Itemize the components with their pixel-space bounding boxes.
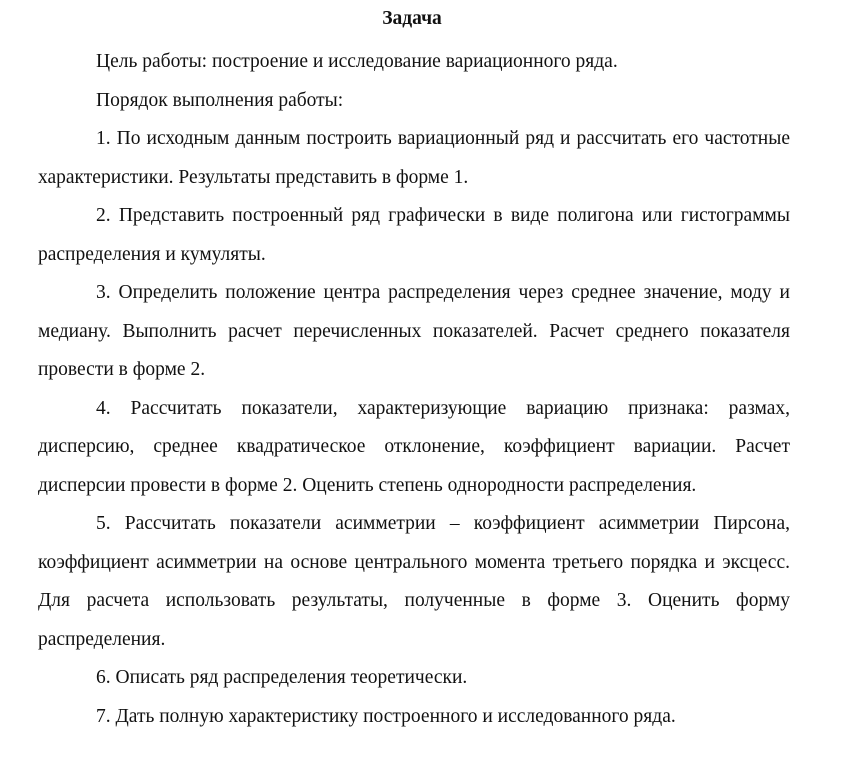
document-title: Задача [382, 8, 442, 29]
task-item-1: 1. По исходным данным построить вариационный ряд и рассчитать его частотные характеристики. Результаты представить в форме 1. [38, 128, 790, 188]
task-item-6: 6. Описать ряд распределения теоретически. [96, 667, 468, 688]
goal-paragraph: Цель работы: построение и исследование вариационного ряда. [96, 51, 618, 72]
task-item-2: 2. Представить построенный ряд графически в виде полигона или гистограммы распределения и кумуляты. [38, 205, 790, 265]
task-item-4: 4. Рассчитать показатели, характеризующие вариацию признака: размах, дисперсию, среднее квадратическое отклонение, коэффициент вариации. Расчет дисперсии провести в форме 2. Оценить степень однородности распределения. [38, 397, 790, 496]
task-item-7: 7. Дать полную характеристику построенного и исследованного ряда. [96, 705, 676, 727]
task-item-3: 3. Определить положение центра распределения через среднее значение, моду и медиану. Выполнить расчет перечисленных показателей. Расчет среднего показателя провести в форме 2. [38, 282, 790, 380]
procedure-heading: Порядок выполнения работы: [96, 89, 344, 111]
task-item-5: 5. Рассчитать показатели асимметрии – коэффициент асимметрии Пирсона, коэффициент асимметрии на основе центрального момента третьего порядка и эксцесс. Для расчета использовать результаты, полученные в форме 3. Оценить форму распределения. [38, 513, 790, 650]
document-page [38, 6, 790, 736]
